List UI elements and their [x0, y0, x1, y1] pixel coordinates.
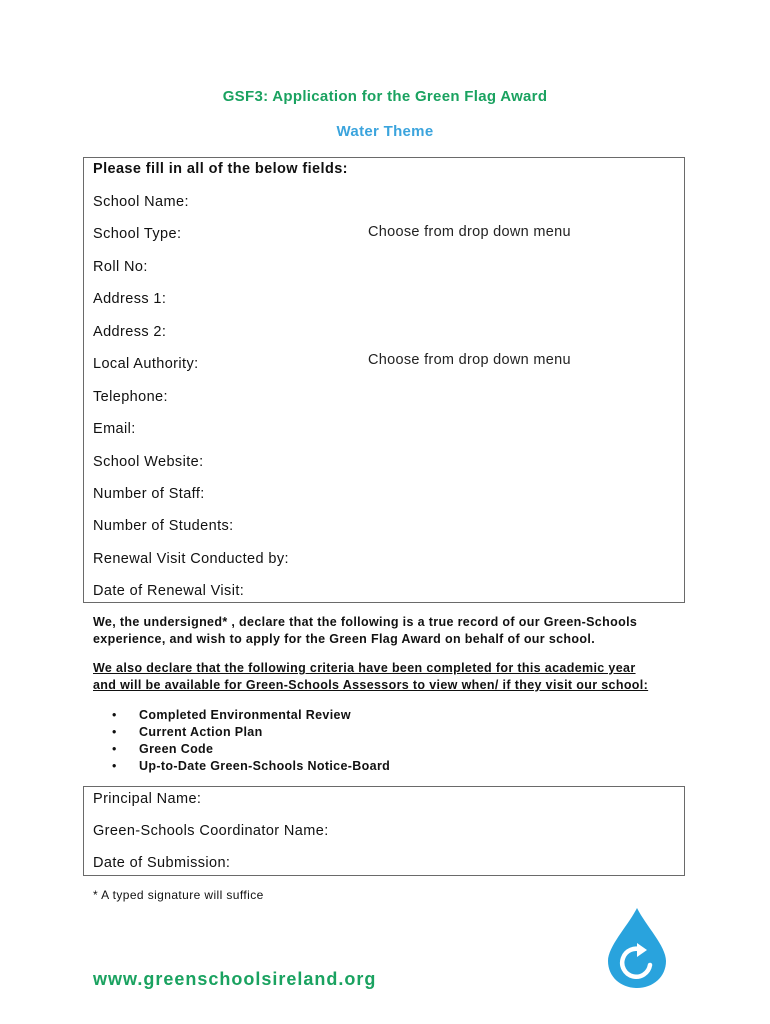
- roll-no-field[interactable]: Roll No:: [93, 259, 148, 275]
- bullet-icon: •: [112, 708, 117, 722]
- criteria-list: [112, 707, 390, 775]
- bullet-icon: •: [112, 742, 117, 756]
- criteria-declaration-line: We also declare that the following criteria have been completed for this academic year: [93, 661, 636, 675]
- coordinator-name-field[interactable]: Green-Schools Coordinator Name:: [93, 823, 329, 839]
- signature-footnote: * A typed signature will suffice: [93, 888, 264, 902]
- signature-box: [83, 786, 685, 876]
- bullet-icon: •: [112, 725, 117, 739]
- criteria-item-label: Up-to-Date Green-Schools Notice-Board: [139, 759, 391, 773]
- criteria-item: [112, 724, 390, 741]
- criteria-item-label: Current Action Plan: [139, 725, 263, 739]
- form-title: GSF3: Application for the Green Flag Award: [222, 88, 548, 105]
- principal-name-field[interactable]: Principal Name:: [93, 791, 202, 807]
- school-name-field[interactable]: School Name:: [93, 194, 189, 210]
- local-authority-field[interactable]: Local Authority:: [93, 356, 199, 372]
- water-drop-refresh-icon: [606, 906, 668, 990]
- declaration-text: [93, 614, 693, 648]
- form-subtitle: Water Theme: [336, 123, 434, 140]
- declaration-line: We, the undersigned* , declare that the following is a true record of our Green-Schools: [93, 615, 638, 629]
- criteria-item-label: Completed Environmental Review: [139, 708, 351, 722]
- fields-heading: Please fill in all of the below fields:: [93, 161, 348, 177]
- criteria-item: [112, 707, 390, 724]
- school-type-field[interactable]: School Type:: [93, 226, 182, 242]
- address-2-field[interactable]: Address 2:: [93, 324, 167, 340]
- criteria-declaration-line: and will be available for Green-Schools Assessors to view when/ if they visit our school:: [93, 678, 649, 692]
- school-website-field[interactable]: School Website:: [93, 454, 204, 470]
- date-of-renewal-visit-field[interactable]: Date of Renewal Visit:: [93, 583, 245, 599]
- criteria-item: [112, 741, 390, 758]
- number-of-students-field[interactable]: Number of Students:: [93, 518, 234, 534]
- date-of-submission-field[interactable]: Date of Submission:: [93, 855, 231, 871]
- school-details-box: [83, 157, 685, 603]
- number-of-staff-field[interactable]: Number of Staff:: [93, 486, 205, 502]
- website-link[interactable]: www.greenschoolsireland.org: [93, 969, 377, 989]
- school-type-dropdown[interactable]: Choose from drop down menu: [368, 224, 571, 240]
- criteria-item: [112, 758, 390, 775]
- local-authority-dropdown[interactable]: Choose from drop down menu: [368, 352, 571, 368]
- renewal-visit-conducted-by-field[interactable]: Renewal Visit Conducted by:: [93, 551, 289, 567]
- declaration-line: experience, and wish to apply for the Green Flag Award on behalf of our school.: [93, 632, 596, 646]
- email-field[interactable]: Email:: [93, 421, 136, 437]
- criteria-item-label: Green Code: [139, 742, 214, 756]
- criteria-declaration-text: [93, 660, 693, 694]
- bullet-icon: •: [112, 759, 117, 773]
- telephone-field[interactable]: Telephone:: [93, 389, 168, 405]
- address-1-field[interactable]: Address 1:: [93, 291, 167, 307]
